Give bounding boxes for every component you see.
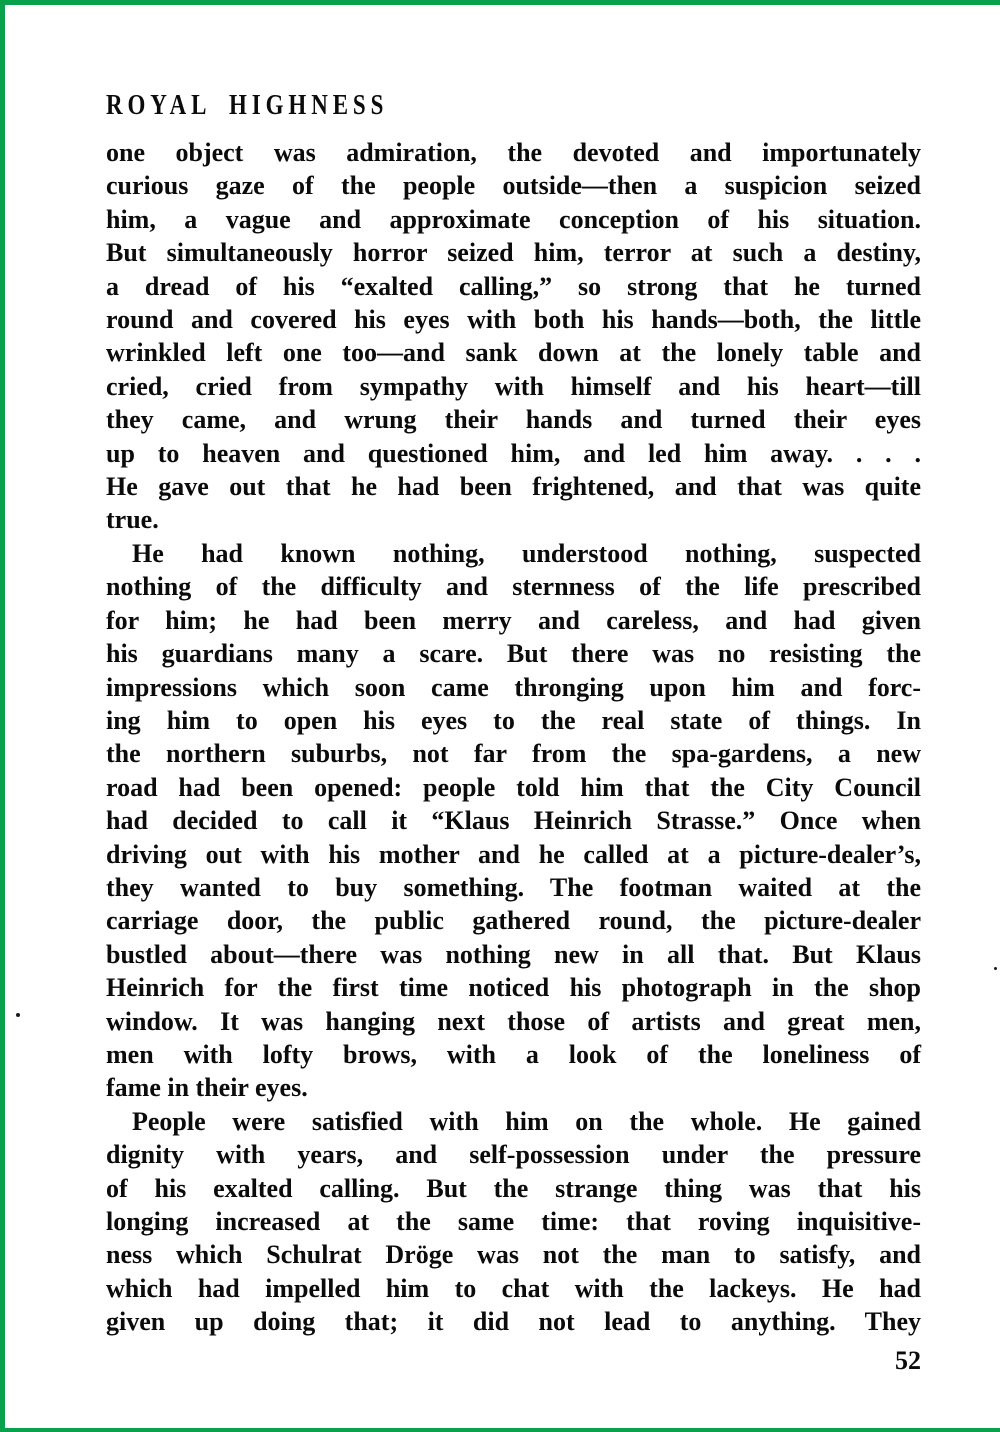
scan-speck-right — [994, 967, 997, 970]
text-line: men with lofty brows, with a look of the loneliness of — [106, 1039, 921, 1069]
text-line: carriage door, the public gathered round, the picture-dealer — [106, 906, 921, 936]
text-line: they wanted to buy something. The footman waited at the — [106, 872, 921, 902]
text-line: wrinkled left one too—and sank down at the lonely table and — [106, 338, 921, 368]
text-line: one object was admiration, the devoted and importunately — [106, 138, 921, 167]
text-line: they came, and wrung their hands and turned their eyes — [106, 405, 921, 435]
scan-edge-bottom — [0, 1428, 1000, 1432]
text-line: him, a vague and approximate conception of his situation. — [106, 204, 921, 234]
text-line: curious gaze of the people outside—then a suspicion seized — [106, 171, 921, 201]
text-line: dignity with years, and self-possession under the pressure — [106, 1140, 921, 1170]
text-line: a dread of his “exalted calling,” so strong that he turned — [106, 271, 921, 301]
text-line: his guardians many a scare. But there was no resisting the — [106, 639, 921, 669]
text-line: had decided to call it “Klaus Heinrich Strasse.” Once when — [106, 806, 921, 836]
scan-edge-left — [0, 0, 5, 1432]
text-line: But simultaneously horror seized him, terror at such a destiny, — [106, 238, 921, 268]
text-line: People were satisfied with him on the whole. He gained — [132, 1106, 921, 1136]
text-line: ing him to open his eyes to the real state of things. In — [106, 705, 921, 735]
scan-speck-left — [16, 1013, 20, 1017]
page-number: 52 — [895, 1346, 921, 1375]
text-line: round and covered his eyes with both his hands—both, the little — [106, 305, 921, 335]
scan-edge-top — [0, 0, 1000, 5]
text-line: impressions which soon came thronging upon him and forc- — [106, 672, 921, 702]
text-line: the northern suburbs, not far from the spa-gardens, a new — [106, 739, 921, 769]
text-line: window. It was hanging next those of artists and great men, — [106, 1006, 921, 1036]
text-line: He gave out that he had been frightened, and that was quite — [106, 472, 921, 502]
text-line: for him; he had been merry and careless, and had given — [106, 605, 921, 635]
text-line: ness which Schulrat Dröge was not the man to satisfy, and — [106, 1240, 921, 1270]
text-line: cried, cried from sympathy with himself and his heart—till — [106, 371, 921, 401]
text-line: nothing of the difficulty and sternness of the life prescribed — [106, 572, 921, 602]
text-line: which had impelled him to chat with the lackeys. He had — [106, 1273, 921, 1303]
text-line: longing increased at the same time: that roving inquisitive- — [106, 1207, 921, 1236]
text-line: Heinrich for the first time noticed his photograph in the shop — [106, 973, 921, 1003]
text-line: He had known nothing, understood nothing, suspected — [132, 538, 921, 568]
text-line: driving out with his mother and he called at a picture-dealer’s, — [106, 839, 921, 869]
text-line: true. — [106, 505, 159, 535]
text-line: fame in their eyes. — [106, 1073, 308, 1103]
text-line: up to heaven and questioned him, and led him away. . . . — [106, 438, 921, 468]
body-text — [106, 136, 921, 1339]
text-line: road had been opened: people told him that the City Council — [106, 772, 921, 802]
text-line: of his exalted calling. But the strange thing was that his — [106, 1173, 921, 1203]
text-line: given up doing that; it did not lead to anything. They — [106, 1307, 921, 1337]
text-line: bustled about—there was nothing new in all that. But Klaus — [106, 939, 921, 969]
running-header: ROYAL HIGHNESS — [106, 90, 389, 121]
